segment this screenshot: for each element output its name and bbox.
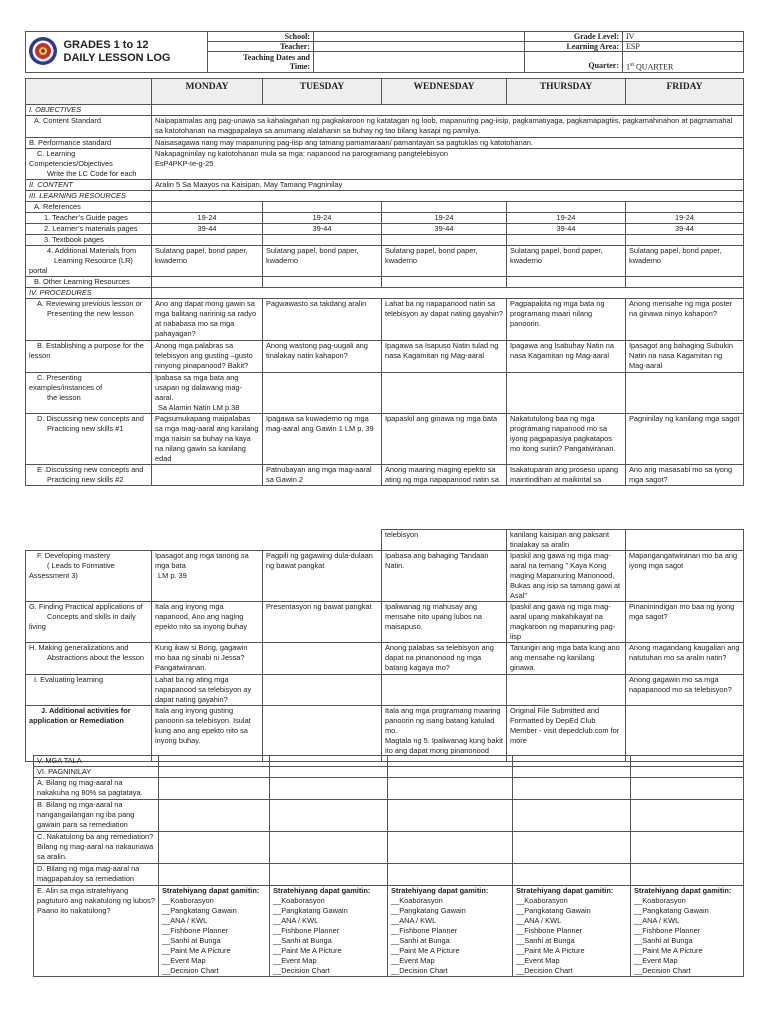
generalizations-monday: Kung ikaw si Bong, gagawin mo baa ng sinabi ni Jessa? Pangatwiranan. [152,643,263,675]
day-wednesday: WEDNESDAY [382,79,507,105]
materials-monday: Sulatang papel, bond paper, kwaderno [152,246,263,277]
reviewing-wednesday: Lahat ba ng napapanood natin sa telebisyon ay dapat nating gayahin? [382,299,507,341]
developing-mastery-label: F. Developing mastery ( Leads to Formative Assessment 3) [26,551,152,602]
lm-tuesday: 39-44 [263,224,382,235]
strategy-item[interactable]: __Sanhi at Bunga [634,936,693,945]
grade-level-label: Grade Level: [525,32,623,42]
lesson-log-table [25,78,744,486]
objectives-heading: I. OBJECTIVES [26,105,152,116]
strategy-item[interactable]: __Event Map [162,956,206,965]
reviewing-tuesday: Pagwawasto sa takdang aralin [263,299,382,341]
day-monday: MONDAY [152,79,263,105]
mastery-friday: Mapangangatwiranan mo ba ang iyong mga sagot [626,551,744,602]
strategy-item[interactable]: __Event Map [634,956,678,965]
materials-tuesday: Sulatang papel, bond paper, kwaderno [263,246,382,277]
corner-cell [26,79,152,105]
reviewing-monday: Ano ang dapat mong gawin sa mga balitang naririnig sa radyo at nababasa mo sa mga pahayagan? [152,299,263,341]
lm-wednesday: 39-44 [382,224,507,235]
strategy-item[interactable]: __Koaborasyon [391,896,443,905]
mastery-monday: Ipasagot ang mga tanong sa mga bata LM p. 39 [152,551,263,602]
materials-friday: Sulatang papel, bond paper, kwaderno [626,246,744,277]
strategy-item[interactable]: __Decision Chart [391,966,448,975]
mastery-tuesday: Pagpili ng gagawing dula-dulaan ng bawat pangkat [263,551,382,602]
tg-wednesday: 19-24 [382,213,507,224]
strategies-thursday [513,886,631,977]
quarter-label: Quarter: [525,61,623,72]
teachers-guide-label: 1. Teacher’s Guide pages [26,213,152,224]
strategy-item[interactable]: __Pangkatang Gawain [273,906,348,915]
strategy-item[interactable]: __ANA / KWL [391,916,437,925]
reviewing-thursday: Pagpapakita ng mga bata ng programang maari nilang panoorin. [507,299,626,341]
strategy-item[interactable]: __Fishbone Planner [516,926,583,935]
strategies-heading: Stratehiyang dapat gamitin: [634,886,732,895]
strategy-item[interactable]: __Koaborasyon [273,896,325,905]
strategies-heading: Stratehiyang dapat gamitin: [391,886,489,895]
tg-monday: 19-24 [152,213,263,224]
materials-thursday: Sulatang papel, bond paper, kwaderno [507,246,626,277]
strategy-item[interactable]: __Decision Chart [273,966,330,975]
learners-materials-label: 2. Learner’s materials pages [26,224,152,235]
purpose-thursday: Ipagawa ang Isabuhay Natin na nasa Kagamitan ng Mag-aaral [507,341,626,373]
blank [623,52,744,62]
discussing-2-wednesday-cont: telebisyon [382,530,507,551]
deped-logo [26,32,61,73]
additional-thursday: Original File Submitted and Formatted by DepEd Club Member - visit depedclub.com for more [507,706,626,762]
presenting-monday: Ipabasa sa mga bata ang usapan ng dalawang mag-aaral. Sa Alamin Natin LM p.38 [152,373,263,414]
applications-wednesday: Ipaliwanag ng mahusay ang mensahe nito upang lubos na maisapuso. [382,602,507,643]
mastery-thursday: Ipaskil ang gawa ng mga mag-aaral na temang " Kaya Kong maging Mapanuring Manonood, Bukas ang isip sa tamang gawi at Asal" [507,551,626,602]
additional-monday: Itala ang inyong gusting panoorin sa telebisyon. Isulat kung ano ang epekto nito sa inyong buhay. [152,706,263,762]
strategy-item[interactable]: __Event Map [391,956,435,965]
discussing-2-wednesday: Anong maaring maging epekto sa ating ng mga napapanood natin sa [382,465,507,486]
reviewing-friday: Anong mensahe ng mga poster na ginawa ninyo kahapon? [626,299,744,341]
content-standard-label: A. Content Standard [26,116,152,138]
strategy-item[interactable]: __Sanhi at Bunga [516,936,575,945]
reflection-table [33,755,744,977]
strategies-tuesday [270,886,388,977]
strategy-item[interactable]: __ANA / KWL [634,916,680,925]
reflection-b-label: B. Bilang ng mga-aaral na nangangailangan ng iba pang gawain para sa remediation [34,800,159,832]
teaching-dates-field[interactable] [314,52,525,73]
strategy-item[interactable]: __Paint Me A Picture [162,946,231,955]
evaluating-friday: Anong gagawin mo sa mga napapanood mo sa telebisyon? [626,675,744,706]
performance-standard-value: Naisasagawa nang may mapanuring pag-iisp ang tamang pamamaraan/ pamantayan sa pagtuklas ng katotohanan. [152,138,744,149]
content-value: Aralin 5 Sa Maayos na Kaisipan, May Tamang Pagninilay [152,180,744,191]
reviewing-label: A. Reviewing previous lesson or Presenting the new lesson [26,299,152,341]
discussing-1-tuesday: Ipagawa sa kuwaderno ng mga mag-aaral ang Gawin 1 LM p. 39 [263,414,382,465]
strategy-item[interactable]: __Fishbone Planner [273,926,340,935]
strategy-item[interactable]: __Koaborasyon [516,896,568,905]
strategy-item[interactable]: __Fishbone Planner [391,926,458,935]
strategies-heading: Stratehiyang dapat gamitin: [273,886,371,895]
strategy-item[interactable]: __Paint Me A Picture [516,946,585,955]
content-heading: II. CONTENT [26,180,152,191]
strategy-item[interactable]: __Paint Me A Picture [273,946,342,955]
day-thursday: THURSDAY [507,79,626,105]
quarter-value: 1st QUARTER [623,61,744,72]
strategy-item[interactable]: __Decision Chart [634,966,691,975]
strategy-item[interactable]: __Fishbone Planner [162,926,229,935]
grade-level-value: IV [623,32,744,42]
teacher-label: Teacher: [208,42,314,52]
strategy-item[interactable]: __ANA / KWL [162,916,208,925]
applications-tuesday: Presentasyon ng bawat pangkat [263,602,382,643]
strategies-heading: Stratehiyang dapat gamitin: [162,886,260,895]
discussing-1-thursday: Nakatutulong baa ng mga programang napanood mo sa iyong pagpapasiya pagkatapos mo itong suriin? Pangatwiranan. [507,414,626,465]
strategy-item[interactable]: __Paint Me A Picture [634,946,703,955]
purpose-wednesday: Ipagawa sa Isapuso Natin tulad ng nasa Kagamitan ng Mag-aaral [382,341,507,373]
strategy-item[interactable]: __Pangkatang Gawain [162,906,237,915]
school-field[interactable] [314,32,525,42]
additional-activities-label: J. Additional activities for application or Remediation [26,706,152,762]
day-tuesday: TUESDAY [263,79,382,105]
strategies-heading: Stratehiyang dapat gamitin: [516,886,614,895]
mga-tala-label: V. MGA TALA [34,756,159,767]
competency-value: Nakapagninilay ng katotohanan mula sa mga: napanood na parogramang pangtelebisyon EsP4PKP-Ie-g-25 [152,149,744,180]
reflection-a-label: A. Bilang ng mag-aaral na nakakuha ng 80% sa pagtataya. [34,778,159,800]
discussing-1-friday: Pagninilay ng kanilang mga sagot [626,414,744,465]
tg-thursday: 19-24 [507,213,626,224]
purpose-tuesday: Anong wastong pag-uugali ang tinalakay natin kahapon? [263,341,382,373]
tg-friday: 19-24 [626,213,744,224]
deped-seal-icon [28,36,58,66]
lm-monday: 39-44 [152,224,263,235]
teacher-field[interactable] [314,42,525,52]
strategy-item[interactable]: __Decision Chart [162,966,219,975]
strategies-wednesday [388,886,513,977]
strategy-item[interactable]: __Event Map [516,956,560,965]
evaluating-monday: Lahat ba ng ating mga napapanood sa telebisyon ay dapat nating gayahin? [152,675,263,706]
purpose-friday: Ipasagot ang bahaging Subukin Natin na nasa Kagamitan ng Mag-aaral [626,341,744,373]
title-line-2: DAILY LESSON LOG [63,51,171,64]
discussing-1-label: D. Discussing new concepts and Practicing new skills #1 [26,414,152,465]
discussing-2-friday: Ano ang masasabi mo sa iyong mga sagot? [626,465,744,486]
additional-wednesday: Itala ang mga programang maaring panoorin ng isang batang katulad mo. Magtala ng 5. Ipaliwanag kung bakit ito ang dapat mong pinanonood [382,706,507,762]
strategy-item[interactable]: __Pangkatang Gawain [391,906,466,915]
strategy-item[interactable]: __Decision Chart [516,966,573,975]
purpose-monday: Anong mga palabras sa telebisyon ang gusting –gusto ninyong pinapanood? Bakit? [152,341,263,373]
generalizations-thursday: Tanungin ang mga bata kung ano ang mensahe ng kanilang ginawa. [507,643,626,675]
pagninilay-label: VI. PAGNINILAY [34,767,159,778]
purpose-label: B. Establishing a purpose for the lesson [26,341,152,373]
content-standard-value: Naipapamalas ang pag-unawa sa kahalagahan ng pagkakaroon ng katatagan ng loob, mapanuring pag-iisip, pagkamatiyaga, pagkamapagtiis, pagkamahinahon at pagmamahal sa katotohanan na magpapalaya sa anumang alalahanin sa buhay ng tao bilang kasapi ng pamilya. [152,116,744,138]
reflection-e-label: E. Alin sa mga istratehiyang pagtuturo ang nakatulong ng lubos? Paano ito nakatulong? [34,886,159,977]
applications-monday: Itala ang inyong mga napanood, Ano ang naging epekto nito sa inyong buhay [152,602,263,643]
materials-wednesday: Sulatang papel, bond paper, kwaderno [382,246,507,277]
school-label: School: [208,32,314,42]
tg-tuesday: 19-24 [263,213,382,224]
generalizations-wednesday: Anong palabas sa telebisyon ang dapat na pinanonood ng mga batang kagaya mo? [382,643,507,675]
strategy-item[interactable]: __Sanhi at Bunga [162,936,221,945]
procedures-heading: IV. PROCEDURES [26,288,152,299]
presenting-label: C. Presenting examples/instances of the lesson [26,373,152,414]
learning-area-value: ESP [623,42,744,52]
discussing-1-wednesday: Ipapaskil ang ginawa ng mga bata [382,414,507,465]
generalizations-friday: Anong magandang kaugalian ang natutuhan mo sa aralin natin? [626,643,744,675]
strategies-friday [631,886,744,977]
lm-thursday: 39-44 [507,224,626,235]
discussing-2-thursday-cont: kanilang kaisipan ang paksant tinalakay sa aralin [507,530,626,551]
applications-friday: Pinaninindigan mo baa ng iyong mga sagot? [626,602,744,643]
title-line-1: GRADES 1 to 12 [63,38,149,51]
header-table [25,31,744,73]
blank [525,52,623,62]
teaching-dates-label: Teaching Dates and Time: [208,52,314,73]
generalizations-label: H. Making generalizations and Abstractions about the lesson [26,643,152,675]
competency-label: C. Learning Competencies/Objectives Write the LC Code for each [26,149,152,180]
strategy-item[interactable]: __Koaborasyon [162,896,214,905]
reflection-c-label: C. Nakatulong ba ang remediation? Bilang ng mag-aaral na nakaunawa sa aralin. [34,832,159,864]
evaluating-label: I. Evaluating learning [26,675,152,706]
strategy-item[interactable]: __ANA / KWL [273,916,319,925]
discussing-2-thursday: Isakatuparan ang proseso upang maintindihan at maikintal sa [507,465,626,486]
applications-thursday: Ipaskil ang gawa ng mga mag-aaral upang makahikayat na magkaroon ng mapanuring pag-iisp [507,602,626,643]
lesson-log-table-continued [25,529,744,762]
discussing-2-label: E .Discussing new concepts and Practicing new skills #2 [26,465,152,486]
mastery-wednesday: Ipabasa ang bahaging Tandaan Natin. [382,551,507,602]
lm-friday: 39-44 [626,224,744,235]
learning-area-label: Learning Area: [525,42,623,52]
strategy-item[interactable]: __Sanhi at Bunga [273,936,332,945]
strategy-item[interactable]: __Koaborasyon [634,896,686,905]
strategy-item[interactable]: __Event Map [273,956,317,965]
textbook-label: 3. Textbook pages [26,235,152,246]
other-resources-label: B. Other Learning Resources [26,277,152,288]
reflection-d-label: D. Bilang ng mga mag-aaral na magpapatuloy sa remediation [34,864,159,886]
strategy-item[interactable]: __Sanhi at Bunga [391,936,450,945]
page-title [61,32,208,73]
strategy-item[interactable]: __Fishbone Planner [634,926,701,935]
strategy-item[interactable]: __ANA / KWL [516,916,562,925]
day-friday: FRIDAY [626,79,744,105]
discussing-1-monday: Pagsumukapang maipalabas sa mga mag-aaral ang kanilang mga naisin sa buhay na kaya na nilang gawin sa kanilang edad [152,414,263,465]
strategy-item[interactable]: __Paint Me A Picture [391,946,460,955]
strategies-monday [159,886,270,977]
performance-standard-label: B. Performance standard [26,138,152,149]
additional-materials-label: 4. Additional Materials from Learning Resource (LR) portal [26,246,152,277]
practical-applications-label: G. Finding Practical applications of Concepts and skills in daily living [26,602,152,643]
resources-heading: III. LEARNING RESOURCES [26,191,152,202]
strategy-item[interactable]: __Pangkatang Gawain [634,906,709,915]
discussing-2-tuesday: Patnubayan ang mga mag-aaral sa Gawin 2 [263,465,382,486]
strategy-item[interactable]: __Pangkatang Gawain [516,906,591,915]
references-label: A. References [26,202,152,213]
